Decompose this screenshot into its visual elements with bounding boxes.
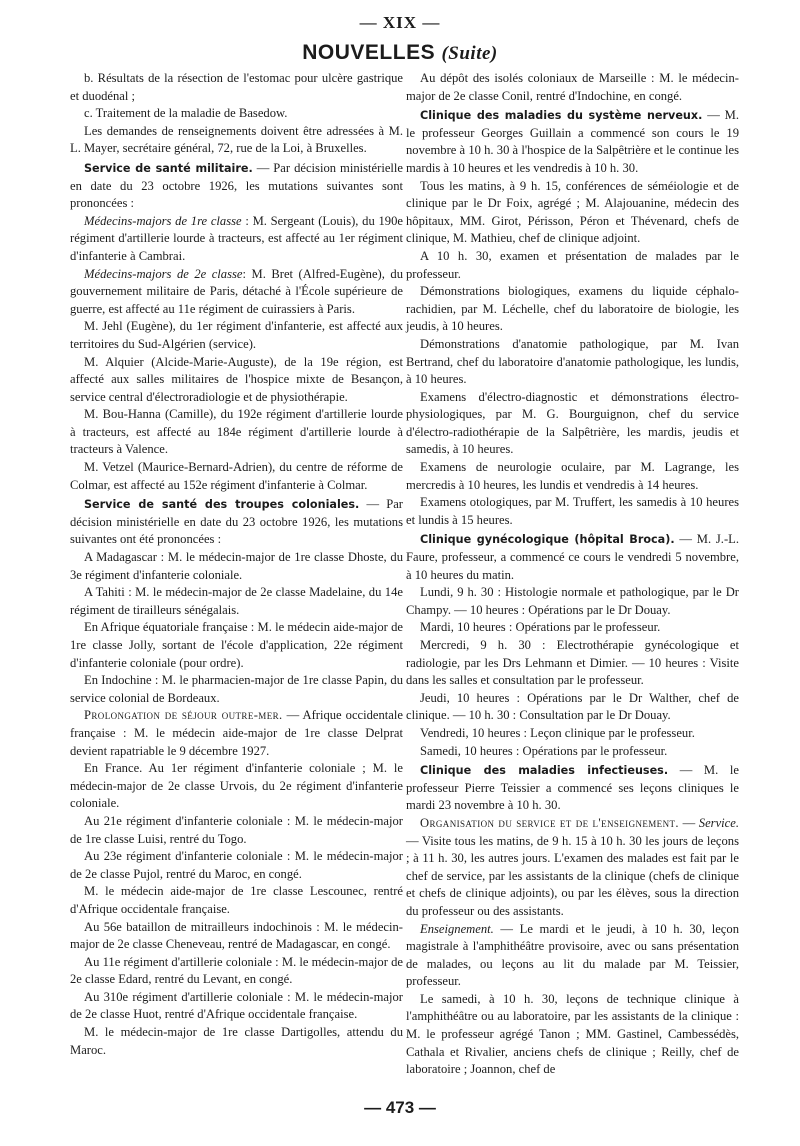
italic-heading: Enseignement. bbox=[420, 921, 494, 936]
italic-heading: Médecins-majors de 2e classe bbox=[84, 266, 243, 281]
paragraph: Au 310e régiment d'artillerie coloniale : M. le médecin-major de 2e classe Huot, rentré d'Afrique occidentale française. bbox=[70, 989, 403, 1022]
paragraph: c. Traitement de la maladie de Basedow. bbox=[84, 106, 288, 121]
paragraph bbox=[70, 213, 403, 266]
paragraph: Jeudi, 10 heures : Opérations par le Dr Walther, chef de clinique. — 10 h. 30 : Consultation par le Dr Douay. bbox=[406, 690, 739, 723]
paragraph: M. Vetzel (Maurice-Bernard-Adrien), du centre de réforme de Colmar, est affecté au 152e régiment d'infanterie à Colmar. bbox=[70, 460, 403, 492]
paragraph-text: : M. Bret (Alfred-Eugène), du gouvernement militaire de Paris, détaché à l'École supérieure de guerre, est affecté au 11e régiment de cuirassiers à Paris. bbox=[70, 266, 403, 316]
section-heading: Service de santé des troupes coloniales. bbox=[84, 498, 360, 512]
section-heading: Clinique gynécologique (hôpital Broca). bbox=[420, 533, 675, 547]
paragraph: En Indochine : M. le pharmacien-major de 1re classe Papin, du service colonial de Bordeaux. bbox=[70, 673, 403, 705]
smallcaps-heading: Prolongation de séjour outre-mer. bbox=[84, 708, 283, 723]
right-column bbox=[406, 70, 739, 1079]
italic-heading: Médecins-majors de 1re classe bbox=[84, 213, 242, 228]
paragraph: Au 23e régiment d'infanterie coloniale : M. le médecin-major de 2e classe Pujol, rentré du Maroc, en congé. bbox=[70, 849, 403, 881]
paragraph: M. le médecin aide-major de 1re classe Lescounec, rentré d'Afrique occidentale française. bbox=[70, 884, 403, 916]
smallcaps-heading: Organisation du service et de l'enseignement. bbox=[420, 815, 679, 830]
paragraph: A Madagascar : M. le médecin-major de 1re classe Dhoste, du 3e régiment d'infanterie coloniale. bbox=[70, 550, 403, 582]
paragraph: Le samedi, à 10 h. 30, leçons de technique clinique à l'amphithéâtre ou au laboratoire, par les assistants de la clinique : M. le professeur agrégé Tanon ; MM. Gastinel, Cambessédès, Cathala et Rivalier, anciens chefs de clinique ; Reilly, chef de laboratoire ; Joannon, chef de bbox=[406, 991, 739, 1077]
paragraph: M. le médecin-major de 1re classe Dartigolles, attendu du Maroc. bbox=[70, 1025, 403, 1057]
section-roman-numeral: — XIX — bbox=[359, 13, 441, 32]
paragraph: b. Résultats de la résection de l'estomac pour ulcère gastrique et duodénal ; bbox=[70, 71, 403, 103]
left-column bbox=[70, 70, 403, 1059]
paragraph: Examens d'électro-diagnostic et démonstrations électro-physiologiques, par M. G. Bourguignon, chef du service d'électro-radiothérapie de la Salpêtrière, les mardis, jeudis et samedis, à 10 heures. bbox=[406, 389, 739, 457]
title-suite: (Suite) bbox=[441, 43, 498, 64]
paragraph: M. Alquier (Alcide-Marie-Auguste), de la 19e région, est affecté aux salles militaires de l'hospice mixte de Besançon, service central d'électroradiologie et de physiothérapie. bbox=[70, 354, 403, 404]
paragraph-text: — M. le professeur Pierre Teissier a commencé ses leçons cliniques le mardi 23 novembre à 10 h. 30. bbox=[406, 763, 739, 813]
paragraph: Mardi, 10 heures : Opérations par le professeur. bbox=[420, 620, 661, 635]
paragraph bbox=[406, 921, 739, 991]
paragraph bbox=[70, 266, 403, 319]
paragraph: Mercredi, 9 h. 30 : Electrothérapie gynécologique et radiologie, par les Drs Lehmann et Dimier. — 10 heures : Visite dans les salles et consultation par le professeur. bbox=[406, 638, 739, 688]
paragraph: Au 21e régiment d'infanterie coloniale : M. le médecin-major de 1re classe Luisi, rentré du Togo. bbox=[70, 813, 403, 846]
paragraph: A 10 h. 30, examen et présentation de malades par le professeur. bbox=[406, 248, 739, 281]
italic-heading: Service. bbox=[698, 815, 740, 830]
paragraph: En Afrique équatoriale française : M. le médecin aide-major de 1re classe Jolly, sortant de l'école d'application, 22e régiment d'infanterie coloniale (pour ordre). bbox=[70, 620, 403, 670]
paragraph: Examens de neurologie oculaire, par M. Lagrange, les mercredis à 10 heures, les lundis et vendredis à 14 heures. bbox=[406, 460, 739, 492]
page-number: — 473 — bbox=[364, 1098, 436, 1117]
paragraph: Démonstrations biologiques, examens du liquide céphalo-rachidien, par M. Léchelle, chef du laboratoire de biologie, les jeudis, à 10 heures. bbox=[406, 284, 739, 334]
paragraph: Lundi, 9 h. 30 : Histologie normale et pathologique, par le Dr Champy. — 10 heures : Opérations par le Dr Douay. bbox=[406, 585, 739, 617]
paragraph-text: — M. le professeur Georges Guillain a commencé son cours le 19 novembre à 10 h. 30 à l'hospice de la Salpêtrière et le continue les mardis à 10 heures et les vendredis à 10 h. 30. bbox=[406, 108, 739, 175]
paragraph: Examens otologiques, par M. Truffert, les samedis à 10 heures et lundis à 15 heures. bbox=[406, 495, 739, 527]
paragraph: Tous les matins, à 9 h. 15, conférences de séméiologie et de clinique par le Dr Foix, agrégé ; M. Alajouanine, médecin des hôpitaux, MM. Girot, Périsson, Péron et Thévenard, chefs de clinique, M. Mathieu, chef de clinique adjoint. bbox=[406, 178, 739, 246]
paragraph bbox=[406, 815, 739, 921]
section-heading: Clinique des maladies du système nerveux. bbox=[420, 109, 703, 123]
paragraph: Au dépôt des isolés coloniaux de Marseille : M. le médecin-major de 2e classe Conil, rentré d'Indochine, en congé. bbox=[406, 71, 739, 103]
paragraph-text: — M. J.-L. Faure, professeur, a commencé ce cours le vendredi 5 novembre, à 10 heures du matin. bbox=[406, 532, 739, 582]
paragraph: Les demandes de renseignements doivent être adressées à M. L. Mayer, secrétaire général, 72, rue de la Loi, à Bruxelles. bbox=[70, 123, 403, 156]
paragraph: M. Bou-Hanna (Camille), du 192e régiment d'artillerie lourde à tracteurs, est affecté au 184e régiment d'artillerie lourde à tracteurs à Valence. bbox=[70, 407, 403, 457]
paragraph bbox=[70, 496, 403, 549]
paragraph: Au 56e bataillon de mitrailleurs indochinois : M. le médecin-major de 2e classe Cheneveau, rentré de Madagascar, en congé. bbox=[70, 919, 403, 952]
paragraph bbox=[406, 762, 739, 815]
section-heading: Service de santé militaire. bbox=[84, 161, 253, 175]
paragraph: M. Jehl (Eugène), du 1er régiment d'infanterie, est affecté aux territoires du Sud-Algérien (service). bbox=[70, 319, 403, 351]
paragraph bbox=[406, 531, 739, 584]
paragraph-text: : M. Sergeant (Louis), du 190e régiment d'artillerie lourde à tracteurs, est affecté au 1er régiment d'infanterie à Cambrai. bbox=[70, 213, 403, 263]
heading-dash: — bbox=[678, 815, 699, 830]
paragraph bbox=[70, 160, 403, 213]
paragraph bbox=[406, 107, 739, 177]
paragraph bbox=[70, 707, 403, 760]
title-text: NOUVELLES bbox=[302, 41, 436, 64]
paragraph: A Tahiti : M. le médecin-major de 2e classe Madelaine, du 14e régiment de tirailleurs sénégalais. bbox=[70, 585, 403, 617]
page-title bbox=[0, 41, 800, 65]
paragraph: Vendredi, 10 heures : Leçon clinique par le professeur. bbox=[420, 725, 695, 740]
paragraph-text: — Par décision ministérielle en date du 23 octobre 1926, les mutations suivantes sont prononcées : bbox=[70, 160, 403, 211]
section-heading: Clinique des maladies infectieuses. bbox=[420, 764, 669, 778]
paragraph: En France. Au 1er régiment d'infanterie coloniale ; M. le médecin-major de 2e classe Urvois, du 2e régiment d'infanterie coloniale. bbox=[70, 761, 403, 811]
paragraph-text: — Afrique occidentale française : M. le médecin aide-major de 1re classe Delprat devient rapatriable le 9 décembre 1927. bbox=[70, 708, 403, 758]
paragraph-text: — Le mardi et le jeudi, à 10 h. 30, leçon magistrale à l'amphithéâtre provisoire, avec ou sans présentation de malades, ou leçons au lit du malade par M. Teissier, professeur. bbox=[406, 921, 739, 989]
paragraph: Au 11e régiment d'artillerie coloniale : M. le médecin-major de 2e classe Edard, rentré du Levant, en congé. bbox=[70, 954, 403, 987]
paragraph: Démonstrations d'anatomie pathologique, par M. Ivan Bertrand, chef du laboratoire d'anatomie pathologique, les lundis, à 10 heures. bbox=[406, 336, 739, 387]
paragraph-text: — Par décision ministérielle en date du 23 octobre 1926, les mutations suivantes ont été prononcées : bbox=[70, 497, 403, 547]
paragraph: Samedi, 10 heures : Opérations par le professeur. bbox=[420, 743, 668, 758]
paragraph-text: — Visite tous les matins, de 9 h. 15 à 10 h. 30 les jours de leçons ; à 11 h. 30, les autres jours. L'examen des malades est fait par le chef de service, par les assistants de la clinique (chefs de clinique et chefs de clinique adjoints), ou par les élèves, sous la direction du professeur ou des assistants. bbox=[406, 833, 739, 918]
